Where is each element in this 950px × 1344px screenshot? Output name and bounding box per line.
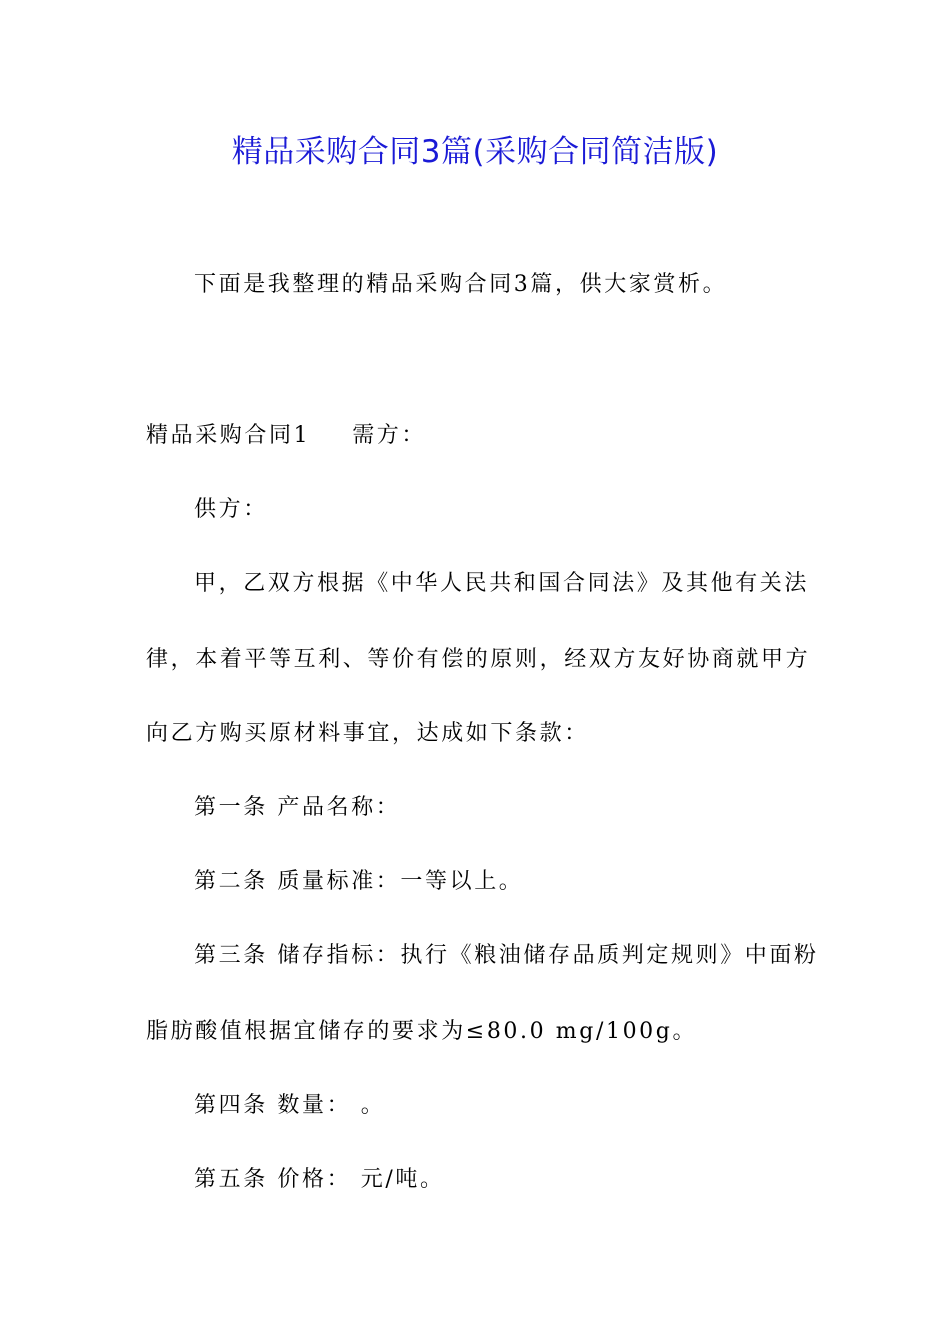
preamble-line-3: 向乙方购买原材料事宜，达成如下条款： xyxy=(146,721,589,746)
clause-5: 第五条 价格： 元/吨。 xyxy=(194,1167,445,1192)
document-title: 精品采购合同3篇(采购合同简洁版) xyxy=(231,134,719,170)
clause-3-line-1: 第三条 储存指标：执行《粮油储存品质判定规则》中面粉 xyxy=(194,943,819,968)
buyer-label: 需方： xyxy=(352,423,427,448)
supplier-label: 供方： xyxy=(194,497,268,522)
preamble-line-2: 律，本着平等互利、等价有偿的原则，经双方友好协商就甲方 xyxy=(146,647,811,672)
section-heading: 精品采购合同1 xyxy=(146,423,311,448)
intro-paragraph: 下面是我整理的精品采购合同3篇，供大家赏析。 xyxy=(194,272,728,297)
clause-2: 第二条 质量标准：一等以上。 xyxy=(194,869,524,894)
section-heading-line xyxy=(146,419,426,453)
preamble-line-1: 甲，乙双方根据《中华人民共和国合同法》及其他有关法 xyxy=(194,571,810,596)
clause-1: 第一条 产品名称： xyxy=(194,795,401,820)
clause-3-line-2: 脂肪酸值根据宜储存的要求为≤80.0 mg/100g。 xyxy=(146,1019,698,1044)
clause-4: 第四条 数量： 。 xyxy=(194,1093,386,1118)
